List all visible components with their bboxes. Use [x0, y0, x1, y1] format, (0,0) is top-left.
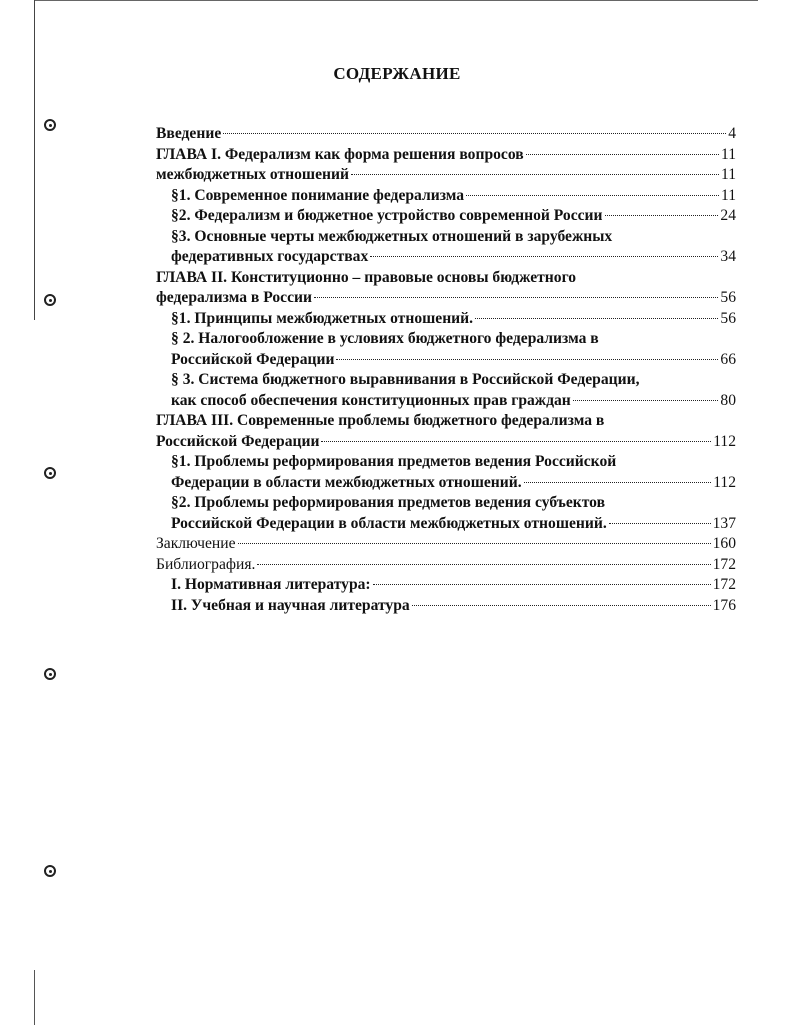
toc-entry	[156, 145, 736, 166]
toc-entry-text: Российской Федерации	[171, 350, 335, 368]
toc-entry	[156, 411, 736, 432]
dot-leader	[336, 359, 718, 360]
toc-entry	[156, 473, 736, 494]
dot-leader	[605, 215, 719, 216]
toc-entry-text: § 2. Налогообложение в условиях бюджетного федерализма в	[171, 330, 599, 347]
toc-page-number: 160	[712, 535, 736, 552]
toc-page-number: 34	[720, 248, 736, 265]
dot-leader	[526, 154, 719, 155]
toc-entry	[156, 247, 736, 268]
toc-entry-text: федеративных государствах	[171, 248, 369, 265]
toc-entry-text: межбюджетных отношений	[156, 166, 349, 183]
toc-page-number: 176	[712, 596, 736, 614]
toc-entry	[156, 165, 736, 186]
page-title: СОДЕРЖАНИЕ	[333, 64, 461, 83]
toc-page-number: 112	[713, 432, 736, 450]
toc-entry	[156, 186, 736, 207]
toc-entry-text: §2. Проблемы реформирования предметов ведения субъектов	[171, 494, 606, 511]
toc-entry	[156, 227, 736, 248]
toc-entry-text: §1. Современное понимание федерализма	[171, 186, 465, 204]
toc-entry-text: федерализма в России	[156, 289, 312, 306]
toc-entry	[156, 493, 736, 514]
dot-leader	[351, 174, 719, 175]
toc-page-number: 11	[720, 186, 736, 204]
toc-entry-text: ГЛАВА I. Федерализм как форма решения вопросов	[156, 145, 524, 163]
toc-entry	[156, 350, 736, 371]
toc-entry	[156, 452, 736, 473]
toc-entry-text: Библиография.	[156, 555, 256, 573]
toc-page-number: 4	[728, 125, 736, 142]
toc-page-number: 11	[720, 166, 736, 183]
toc-page-number: 112	[713, 473, 736, 491]
toc-page-number: 11	[720, 145, 736, 163]
toc-entry-text: §3. Основные черты межбюджетных отношений в зарубежных	[171, 227, 613, 245]
punch-hole-icon	[44, 467, 56, 479]
toc-entry	[156, 268, 736, 289]
toc-entry	[156, 555, 736, 576]
toc-page-number: 172	[712, 576, 736, 593]
toc-entry	[156, 329, 736, 350]
toc-entry-text: ГЛАВА II. Конституционно – правовые основы бюджетного	[156, 268, 577, 286]
toc-entry-text: §1. Проблемы реформирования предметов ведения Российской	[171, 453, 617, 470]
toc-entry	[156, 391, 736, 412]
punch-hole-icon	[44, 865, 56, 877]
toc-entry	[156, 596, 736, 617]
dot-leader	[321, 441, 711, 442]
toc-entry	[156, 124, 736, 145]
scan-edge-left	[34, 0, 35, 320]
dot-leader	[370, 256, 718, 257]
toc-entry-text: §1. Принципы межбюджетных отношений.	[171, 309, 474, 327]
punch-hole-icon	[44, 119, 56, 131]
dot-leader	[314, 297, 718, 298]
punch-hole-icon	[44, 668, 56, 680]
dot-leader	[609, 523, 711, 524]
toc-entry-text: I. Нормативная литература:	[171, 576, 371, 593]
toc-entry-text: Заключение	[156, 535, 236, 552]
dot-leader	[466, 195, 719, 196]
toc-entry	[156, 514, 736, 535]
toc-page-number: 137	[712, 514, 736, 532]
toc-page-number: 66	[720, 350, 736, 368]
toc-entry	[156, 288, 736, 309]
toc-entry	[156, 309, 736, 330]
dot-leader	[257, 564, 710, 565]
toc-page-number: 56	[720, 289, 736, 306]
toc-entry-text: § 3. Система бюджетного выравнивания в Российской Федерации,	[171, 371, 640, 388]
dot-leader	[524, 482, 712, 483]
toc-entry-text: II. Учебная и научная литература	[171, 596, 410, 614]
toc-entry	[156, 206, 736, 227]
dot-leader	[475, 318, 718, 319]
toc-entry-text: Федерации в области межбюджетных отношений.	[171, 473, 522, 491]
toc-entry-text: как способ обеспечения конституционных прав граждан	[171, 391, 571, 409]
toc-page-number: 56	[720, 309, 736, 327]
scan-edge-top	[34, 0, 758, 1]
dot-leader	[373, 584, 711, 585]
punch-hole-icon	[44, 294, 56, 306]
table-of-contents	[156, 124, 736, 616]
toc-entry	[156, 432, 736, 453]
toc-entry-text: §2. Федерализм и бюджетное устройство современной России	[171, 207, 603, 224]
toc-entry	[156, 370, 736, 391]
toc-entry-text: Введение	[156, 125, 222, 142]
dot-leader	[412, 605, 711, 606]
toc-entry	[156, 534, 736, 555]
dot-leader	[573, 400, 719, 401]
scan-edge-left-lower	[34, 970, 35, 1025]
dot-leader	[223, 133, 726, 134]
toc-entry-text: Российской Федерации	[156, 432, 320, 450]
toc-page-number: 80	[720, 391, 736, 409]
toc-entry-text: ГЛАВА III. Современные проблемы бюджетного федерализма в	[156, 412, 605, 429]
dot-leader	[238, 543, 711, 544]
toc-entry	[156, 575, 736, 596]
toc-entry-text: Российской Федерации в области межбюджетных отношений.	[171, 514, 607, 532]
toc-page-number: 172	[712, 555, 736, 573]
toc-page-number: 24	[720, 207, 736, 224]
